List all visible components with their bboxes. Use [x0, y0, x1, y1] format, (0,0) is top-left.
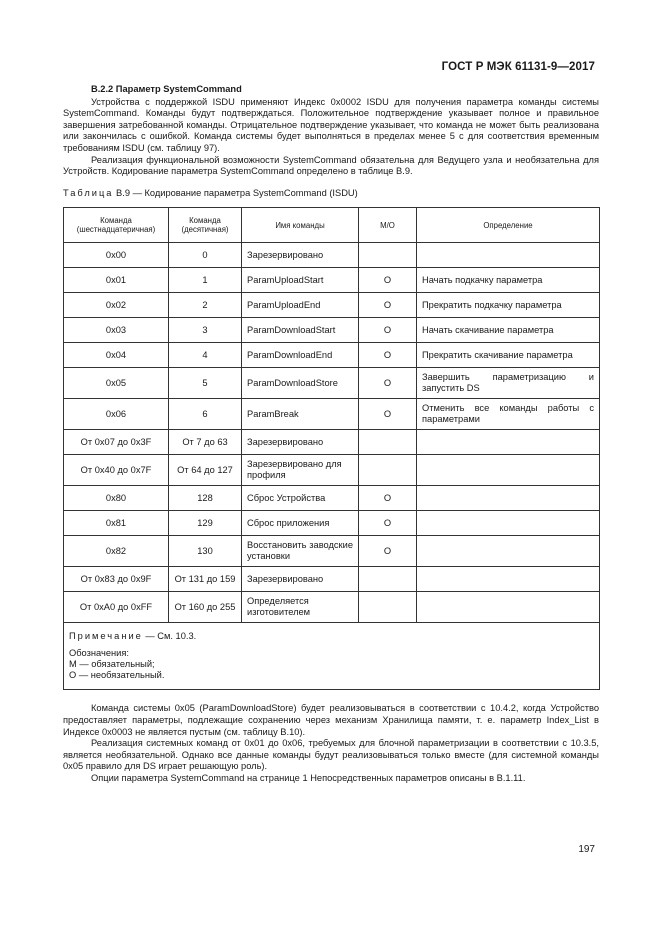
- paragraph: Опции параметра SystemCommand на странице 1 Непосредственных параметров описаны в B.1.11.: [91, 772, 526, 783]
- after-table-text: [63, 703, 599, 784]
- table-cell: Зарезервировано: [242, 567, 359, 592]
- paragraph: Команда системы 0x05 (ParamDownloadStore) будет реализовываться в соответствии с 10.4.2, когда Устройство предоставляет параметры, подлежащие сохранению через механизм Хранилища памяти, т. е. параметр Index_List в Индексе 0x0003 не является пустым (см. таблицу B.10).: [63, 703, 599, 737]
- table-cell: 3: [169, 318, 242, 343]
- table-cell: [417, 511, 600, 536]
- table-cell: Зарезервировано для профиля: [242, 455, 359, 486]
- table-cell: 0x00: [64, 243, 169, 268]
- table-cell: [359, 567, 417, 592]
- column-header: Команда (шестнадцатеричная): [64, 208, 169, 243]
- paragraph: Реализация функциональной возможности SystemCommand обязательна для Ведущего узла и необязательна для Устройств. Кодирование параметра SystemCommand определено в таблице B.9.: [63, 154, 599, 177]
- table-cell: От 64 до 127: [169, 455, 242, 486]
- table-row: [64, 511, 600, 536]
- paragraph: Устройства с поддержкой ISDU применяют Индекс 0x0002 ISDU для получения параметра команды системы SystemCommand. Команды будут подтверждаться. Положительное подтверждение указывает полное и правильное завершения затребованной команды. Отрицательное подтверждение указывает, что команда не может быть реализована или закончилась с ошибкой. Команда системы будет выполняться в пределах менее 5 с для соответствия временным требованиям ISDU (см. таблицу 97).: [63, 96, 599, 153]
- table-cell: [417, 486, 600, 511]
- table-cell: От 0x40 до 0x7F: [64, 455, 169, 486]
- column-header: Имя команды: [242, 208, 359, 243]
- table-cell: 0x81: [64, 511, 169, 536]
- table-caption-text: B.9 — Кодирование параметра SystemCommand (ISDU): [113, 187, 358, 198]
- table-cell: Отменить все команды работы с параметрами: [417, 399, 600, 430]
- table-cell: Зарезервировано: [242, 243, 359, 268]
- table-cell: 6: [169, 399, 242, 430]
- table-cell: [417, 243, 600, 268]
- table-cell: Начать скачивание параметра: [417, 318, 600, 343]
- table-cell: 0x05: [64, 368, 169, 399]
- table-cell: O: [359, 399, 417, 430]
- table-cell: [417, 455, 600, 486]
- table-cell: От 0x07 до 0x3F: [64, 430, 169, 455]
- table-cell: 4: [169, 343, 242, 368]
- table-row: [64, 486, 600, 511]
- table-cell: ParamUploadEnd: [242, 293, 359, 318]
- column-header: Команда (десятичная): [169, 208, 242, 243]
- table-cell: O: [359, 368, 417, 399]
- table-cell: O: [359, 268, 417, 293]
- table-row: [64, 368, 600, 399]
- table-cell: O: [359, 293, 417, 318]
- table-row: [64, 536, 600, 567]
- table-cell: ParamDownloadEnd: [242, 343, 359, 368]
- table-cell: 0x82: [64, 536, 169, 567]
- table-cell: O: [359, 536, 417, 567]
- table-cell: 0x01: [64, 268, 169, 293]
- table-row: [64, 430, 600, 455]
- column-header: Определение: [417, 208, 600, 243]
- table-cell: [417, 430, 600, 455]
- table-cell: Определяется изготовителем: [242, 592, 359, 623]
- table-cell: 130: [169, 536, 242, 567]
- table-cell: Завершить параметризацию и запустить DS: [417, 368, 600, 399]
- table-row: [64, 293, 600, 318]
- table-cell: 0x03: [64, 318, 169, 343]
- table-header-row: [64, 208, 600, 243]
- table-cell: 1: [169, 268, 242, 293]
- table-cell: От 160 до 255: [169, 592, 242, 623]
- table-cell: [359, 243, 417, 268]
- paragraph: Реализация системных команд от 0x01 до 0x06, требуемых для блочной параметризации в соответствии с 10.3.5, является необязательной. Однако все данные команды будут реализовываться только вместе (для системной команды 0x05 правило для DS играет решающую роль).: [63, 738, 599, 772]
- table-row: [64, 399, 600, 430]
- table-cell: Восстановить заводские установки: [242, 536, 359, 567]
- table-cell: Сброс приложения: [242, 511, 359, 536]
- table-cell: 0x06: [64, 399, 169, 430]
- table-caption: [63, 188, 599, 200]
- section-title: B.2.2 Параметр SystemCommand: [91, 84, 242, 94]
- table-cell: [417, 536, 600, 567]
- table-cell: 129: [169, 511, 242, 536]
- table-cell: [359, 455, 417, 486]
- table-cell: [417, 592, 600, 623]
- table-cell: O: [359, 486, 417, 511]
- table-note: [69, 631, 594, 642]
- table-cell: Прекратить скачивание параметра: [417, 343, 600, 368]
- systemcommand-table: [63, 207, 600, 690]
- table-cell: 5: [169, 368, 242, 399]
- table-cell: 0x04: [64, 343, 169, 368]
- table-cell: Прекратить подкачку параметра: [417, 293, 600, 318]
- table-cell: Начать подкачку параметра: [417, 268, 600, 293]
- table-cell: 0: [169, 243, 242, 268]
- table-cell: [359, 430, 417, 455]
- table-cell: O: [359, 343, 417, 368]
- table-row: [64, 455, 600, 486]
- table-cell: ParamUploadStart: [242, 268, 359, 293]
- table-cell: От 0xA0 до 0xFF: [64, 592, 169, 623]
- table-cell: 0x80: [64, 486, 169, 511]
- table-cell: 2: [169, 293, 242, 318]
- table-cell: 128: [169, 486, 242, 511]
- table-row: [64, 243, 600, 268]
- table-cell: От 0x83 до 0x9F: [64, 567, 169, 592]
- table-caption-prefix: Таблица: [63, 187, 114, 198]
- table-row: [64, 592, 600, 623]
- table-row: [64, 318, 600, 343]
- table-cell: ParamDownloadStore: [242, 368, 359, 399]
- table-cell: Зарезервировано: [242, 430, 359, 455]
- table-row: [64, 268, 600, 293]
- table-cell: От 131 до 159: [169, 567, 242, 592]
- table-note-cell: [64, 623, 600, 690]
- table-cell: O: [359, 318, 417, 343]
- table-note-row: [64, 623, 600, 690]
- table-cell: От 7 до 63: [169, 430, 242, 455]
- legend-item: O — необязательный.: [69, 670, 165, 681]
- table-cell: Сброс Устройства: [242, 486, 359, 511]
- table-cell: O: [359, 511, 417, 536]
- page-number: 197: [578, 844, 595, 855]
- table-cell: ParamBreak: [242, 399, 359, 430]
- legend-item: M — обязательный;: [69, 659, 155, 670]
- legend-title: Обозначения:: [69, 648, 129, 659]
- table-cell: [359, 592, 417, 623]
- note-text: — См. 10.3.: [142, 631, 197, 642]
- table-cell: ParamDownloadStart: [242, 318, 359, 343]
- table-row: [64, 343, 600, 368]
- table-cell: [417, 567, 600, 592]
- note-label: Примечание: [69, 631, 143, 642]
- page-content: [63, 84, 599, 785]
- column-header: M/O: [359, 208, 417, 243]
- table-row: [64, 567, 600, 592]
- table-cell: 0x02: [64, 293, 169, 318]
- document-header: ГОСТ Р МЭК 61131-9—2017: [441, 61, 595, 73]
